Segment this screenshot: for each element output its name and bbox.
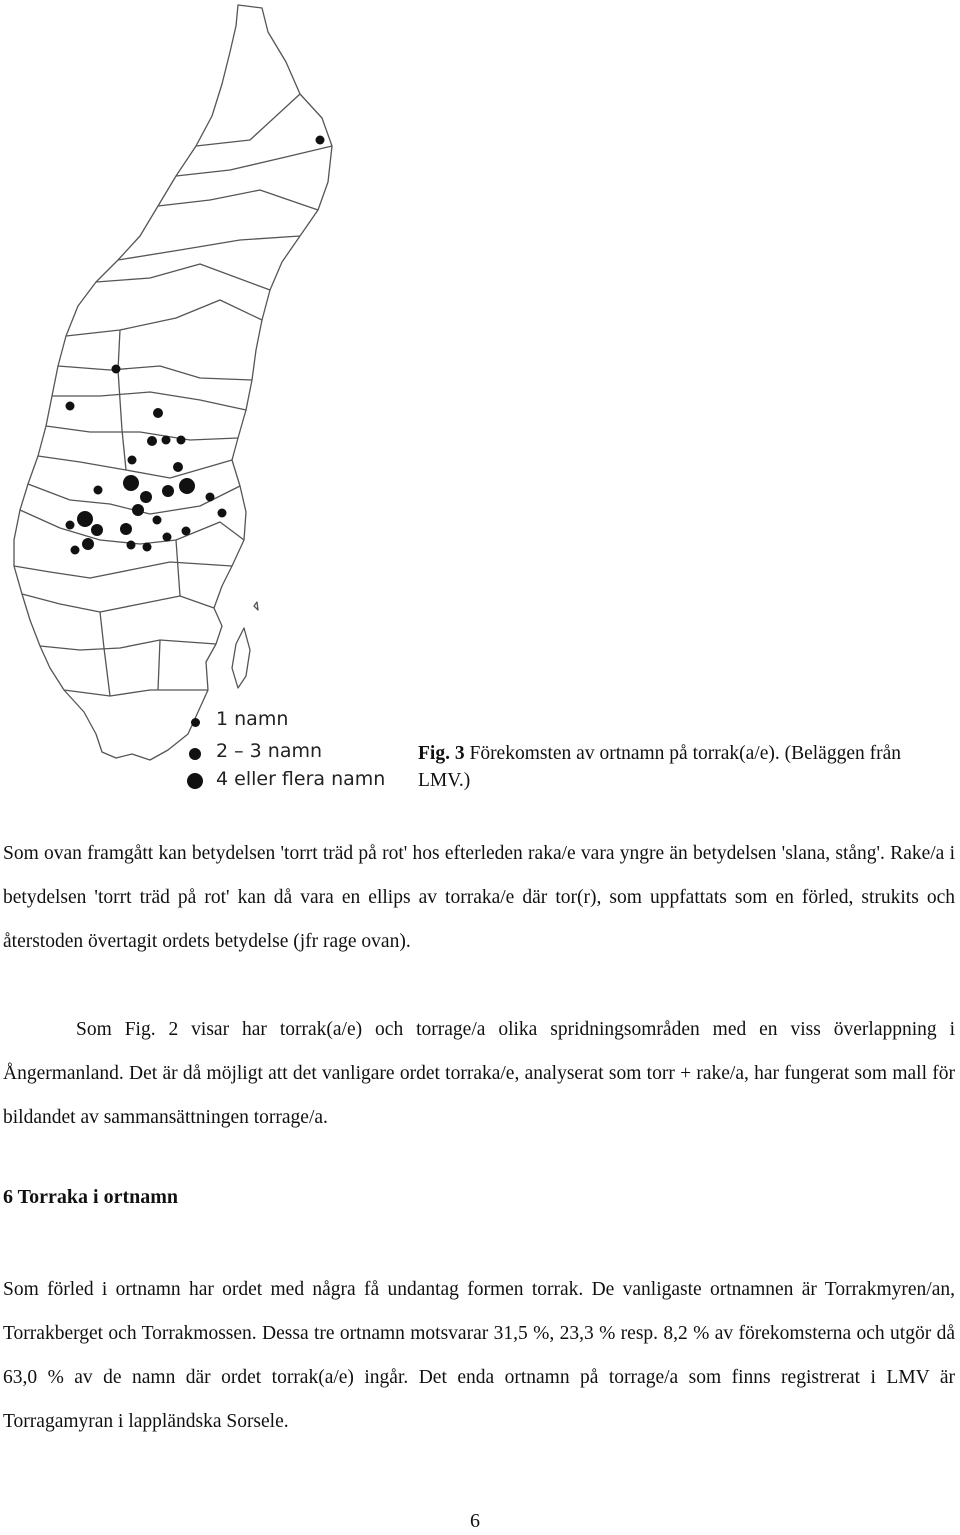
section-heading: 6 Torraka i ortnamn — [3, 1186, 179, 1208]
legend-dot-small — [191, 718, 200, 727]
figure-caption — [418, 740, 958, 794]
paragraph-3: Som förled i ortnamn har ordet med några få undantag formen torrak. De vanligaste ortnamnen är Torrakmyren/an, Torrakberget och Torrakmossen. Dessa tre ortnamn motsvarar 31,5 %, 23,3 % resp. 8,2 % av förekomsterna och utgör då 63,0 % av de namn där ordet torrak(a/e) ingår. Det enda ortnamn på torrage/a som finns registrerat i LMV är Torragamyran i lappländska Sorsele. — [3, 1279, 955, 1432]
marker-small — [162, 436, 171, 445]
legend-dot-medium — [189, 748, 201, 760]
legend-label: 4 eller flera namn — [216, 768, 386, 790]
marker-large — [123, 475, 139, 491]
marker-small — [163, 533, 172, 542]
marker-medium — [132, 504, 144, 516]
caption-label: Fig. 3 — [418, 743, 465, 764]
page-number: 6 — [470, 1510, 480, 1532]
map-outline — [14, 5, 332, 760]
legend-item-1 — [186, 708, 289, 730]
marker-small — [94, 486, 103, 495]
paragraph-2: Som Fig. 2 visar har torrak(a/e) och torrage/a olika spridningsområden med en viss överlappning i Ångermanland. Det är då möjligt att det vanligare ordet torraka/e, analyserat som torr + rake/a, har fungerat som mall för bildandet av sammansättningen torrage/a. — [3, 1019, 955, 1128]
marker-small — [218, 509, 227, 518]
legend-item-3 — [186, 768, 386, 790]
marker-medium — [91, 524, 103, 536]
marker-small — [127, 541, 136, 550]
marker-small — [316, 136, 325, 145]
marker-small — [206, 493, 215, 502]
marker-small — [147, 436, 157, 446]
marker-small — [112, 365, 121, 374]
marker-medium — [82, 538, 94, 550]
marker-small — [71, 546, 80, 555]
marker-small — [66, 521, 75, 530]
legend-dot-large — [187, 773, 203, 789]
legend-label: 1 namn — [216, 708, 289, 730]
marker-small — [153, 408, 163, 418]
legend-item-2 — [186, 740, 323, 762]
marker-small — [66, 402, 75, 411]
marker-small — [182, 527, 191, 536]
caption-text: Förekomsten av ortnamn på torrak(a/e). (Beläggen från LMV.) — [418, 743, 902, 791]
marker-large — [77, 511, 93, 527]
marker-medium — [120, 523, 132, 535]
marker-small — [153, 516, 162, 525]
paragraph-1: Som ovan framgått kan betydelsen 'torrt träd på rot' hos efterleden raka/e vara yngre än betydelsen 'slana, stång'. Rake/a i betydelsen 'torrt träd på rot' kan då vara en ellips av torraka/e där tor(r), som uppfattats som en förled, strukits och återstoden övertagit ordets betydelse (jfr rage ovan). — [3, 843, 955, 952]
legend-label: 2 – 3 namn — [216, 740, 323, 762]
marker-small — [173, 462, 183, 472]
marker-small — [128, 456, 137, 465]
marker-small — [143, 543, 152, 552]
marker-medium — [140, 491, 152, 503]
marker-large — [179, 478, 195, 494]
marker-small — [177, 436, 186, 445]
marker-medium — [162, 485, 174, 497]
sweden-distribution-map — [0, 0, 400, 800]
